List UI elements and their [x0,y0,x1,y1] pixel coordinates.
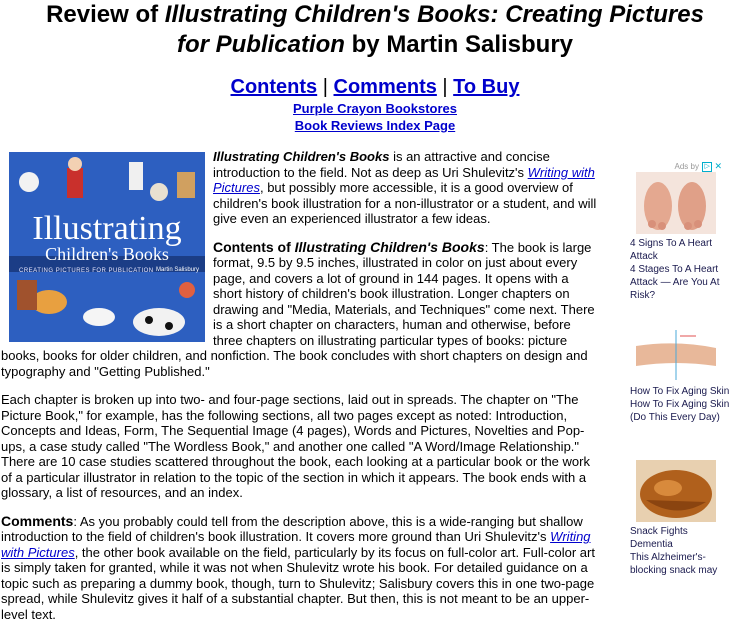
main-nav [0,74,730,100]
ad-subline[interactable]: This Alzheimer's-blocking snack may [630,552,718,576]
writing-with-pictures-link-2[interactable]: Writing with Pictures [1,529,591,560]
ad-headline[interactable]: Snack Fights Dementia [630,526,688,550]
reviews-index-link[interactable]: Book Reviews Index Page [294,118,456,133]
to-buy-link[interactable]: To Buy [453,76,520,98]
ad-subline[interactable]: How To Fix Aging Skin (Do This Every Day) [630,399,730,423]
writing-with-pictures-link[interactable]: Writing with Pictures [213,164,595,195]
arm-image [636,326,716,382]
comments-link[interactable]: Comments [333,76,437,98]
ad-header: Ads by ▷ ✕ [674,161,722,171]
ad-item[interactable] [630,172,730,302]
book-title: Illustrating Children's Books [213,149,390,164]
intro-paragraph: Illustrating Children's Books is an attractive and concise introduction to the field. Not as deep as Uri Shulevitz's Writing with Pictures, but possibly more accessible, it is a good overview of children's book illustration for a non-illustrator or a student, and will give even an experienced illustrator a few ideas. [213,149,597,226]
ad-item[interactable] [630,460,730,577]
page-title: Review of Illustrating Children's Books: Creating Pictures for Publication by Martin Salisbury [46,1,704,58]
bookstores-link[interactable]: Purple Crayon Bookstores [293,101,457,116]
adchoices-icon[interactable]: ▷ [702,162,712,172]
ad-sidebar [630,160,730,577]
contents-link[interactable]: Contents [230,76,318,98]
ad-headline[interactable]: How To Fix Aging Skin [630,386,730,397]
nav-separator: | [436,76,454,98]
feet-image [636,172,716,234]
cover-title-2: Children's Books [45,244,169,264]
close-icon[interactable]: ✕ [714,161,722,171]
contents-heading: Contents of Illustrating Children's Books [213,238,485,255]
cover-title: Illustrating [32,210,182,247]
ad-item[interactable] [630,326,730,424]
sub-nav [0,100,730,134]
comments-paragraph: Comments: As you probably could tell from the description above, this is a wide-ranging but shallow introduction to the field of children's book illustration. It covers more ground than Uri Shulevitz's Writing with Pictures, the other book available on the field, particularly by its focus on full-color art. Full-color art is simply taken for granted, while it was not when Shulevitz wrote his book. For detailed guidance on a topic such as preparing a dummy book, though, turn to Shulevitz; Salisbury covers this in one two-page spread, while Shulevitz gives it half of a substantial chapter. But then, this is not meant to be an upper-level text. [1,512,595,622]
contents-paragraph: Contents of Illustrating Children's Books: The book is large format, 9.5 by 9.5 inches, illustrated in color on just about every page, and covers a lot of ground in 144 pages. It opens with a short history of children's book illustration. Longer chapters on drawing and "Media, Materials, and Techniques" come next. There is a short chapter on characters, human and otherwise, before three chapters on illustrating particular types of books: picture books, books for older children, and nonfiction. The book concludes with short chapters on design and typography and "Getting Published." [1,238,595,379]
book-cover-image[interactable] [9,152,205,342]
nav-separator: | [317,76,334,98]
ad-subline[interactable]: 4 Stages To A Heart Attack — Are You At Risk? [630,264,720,301]
review-article [1,149,601,635]
comments-heading: Comments [1,512,74,529]
caramel-image [636,460,716,522]
cover-author: Martin Salisbury [155,267,199,273]
structure-paragraph: Each chapter is broken up into two- and four-page sections, laid out in spreads. The chapter on "The Picture Book," for example, has the following sections, all two pages except as noted: Introduction, Concepts and Ideas, Form, The Sequential Image (4 pages), Words and Pictures, Novelties and Pop-ups, a case study called "The Wordless Book," and another one called "A Word/Image Relationship." There are 10 case studies scattered throughout the book, each looking at a particular book or the work of a particular illustrator in relation to the topic of the section in which it appears. The book ends with a glossary, a list of resources, and an index. [1,392,590,500]
ad-headline[interactable]: 4 Signs To A Heart Attack [630,238,713,262]
cover-subtitle: CREATING PICTURES FOR PUBLICATION [19,268,154,274]
